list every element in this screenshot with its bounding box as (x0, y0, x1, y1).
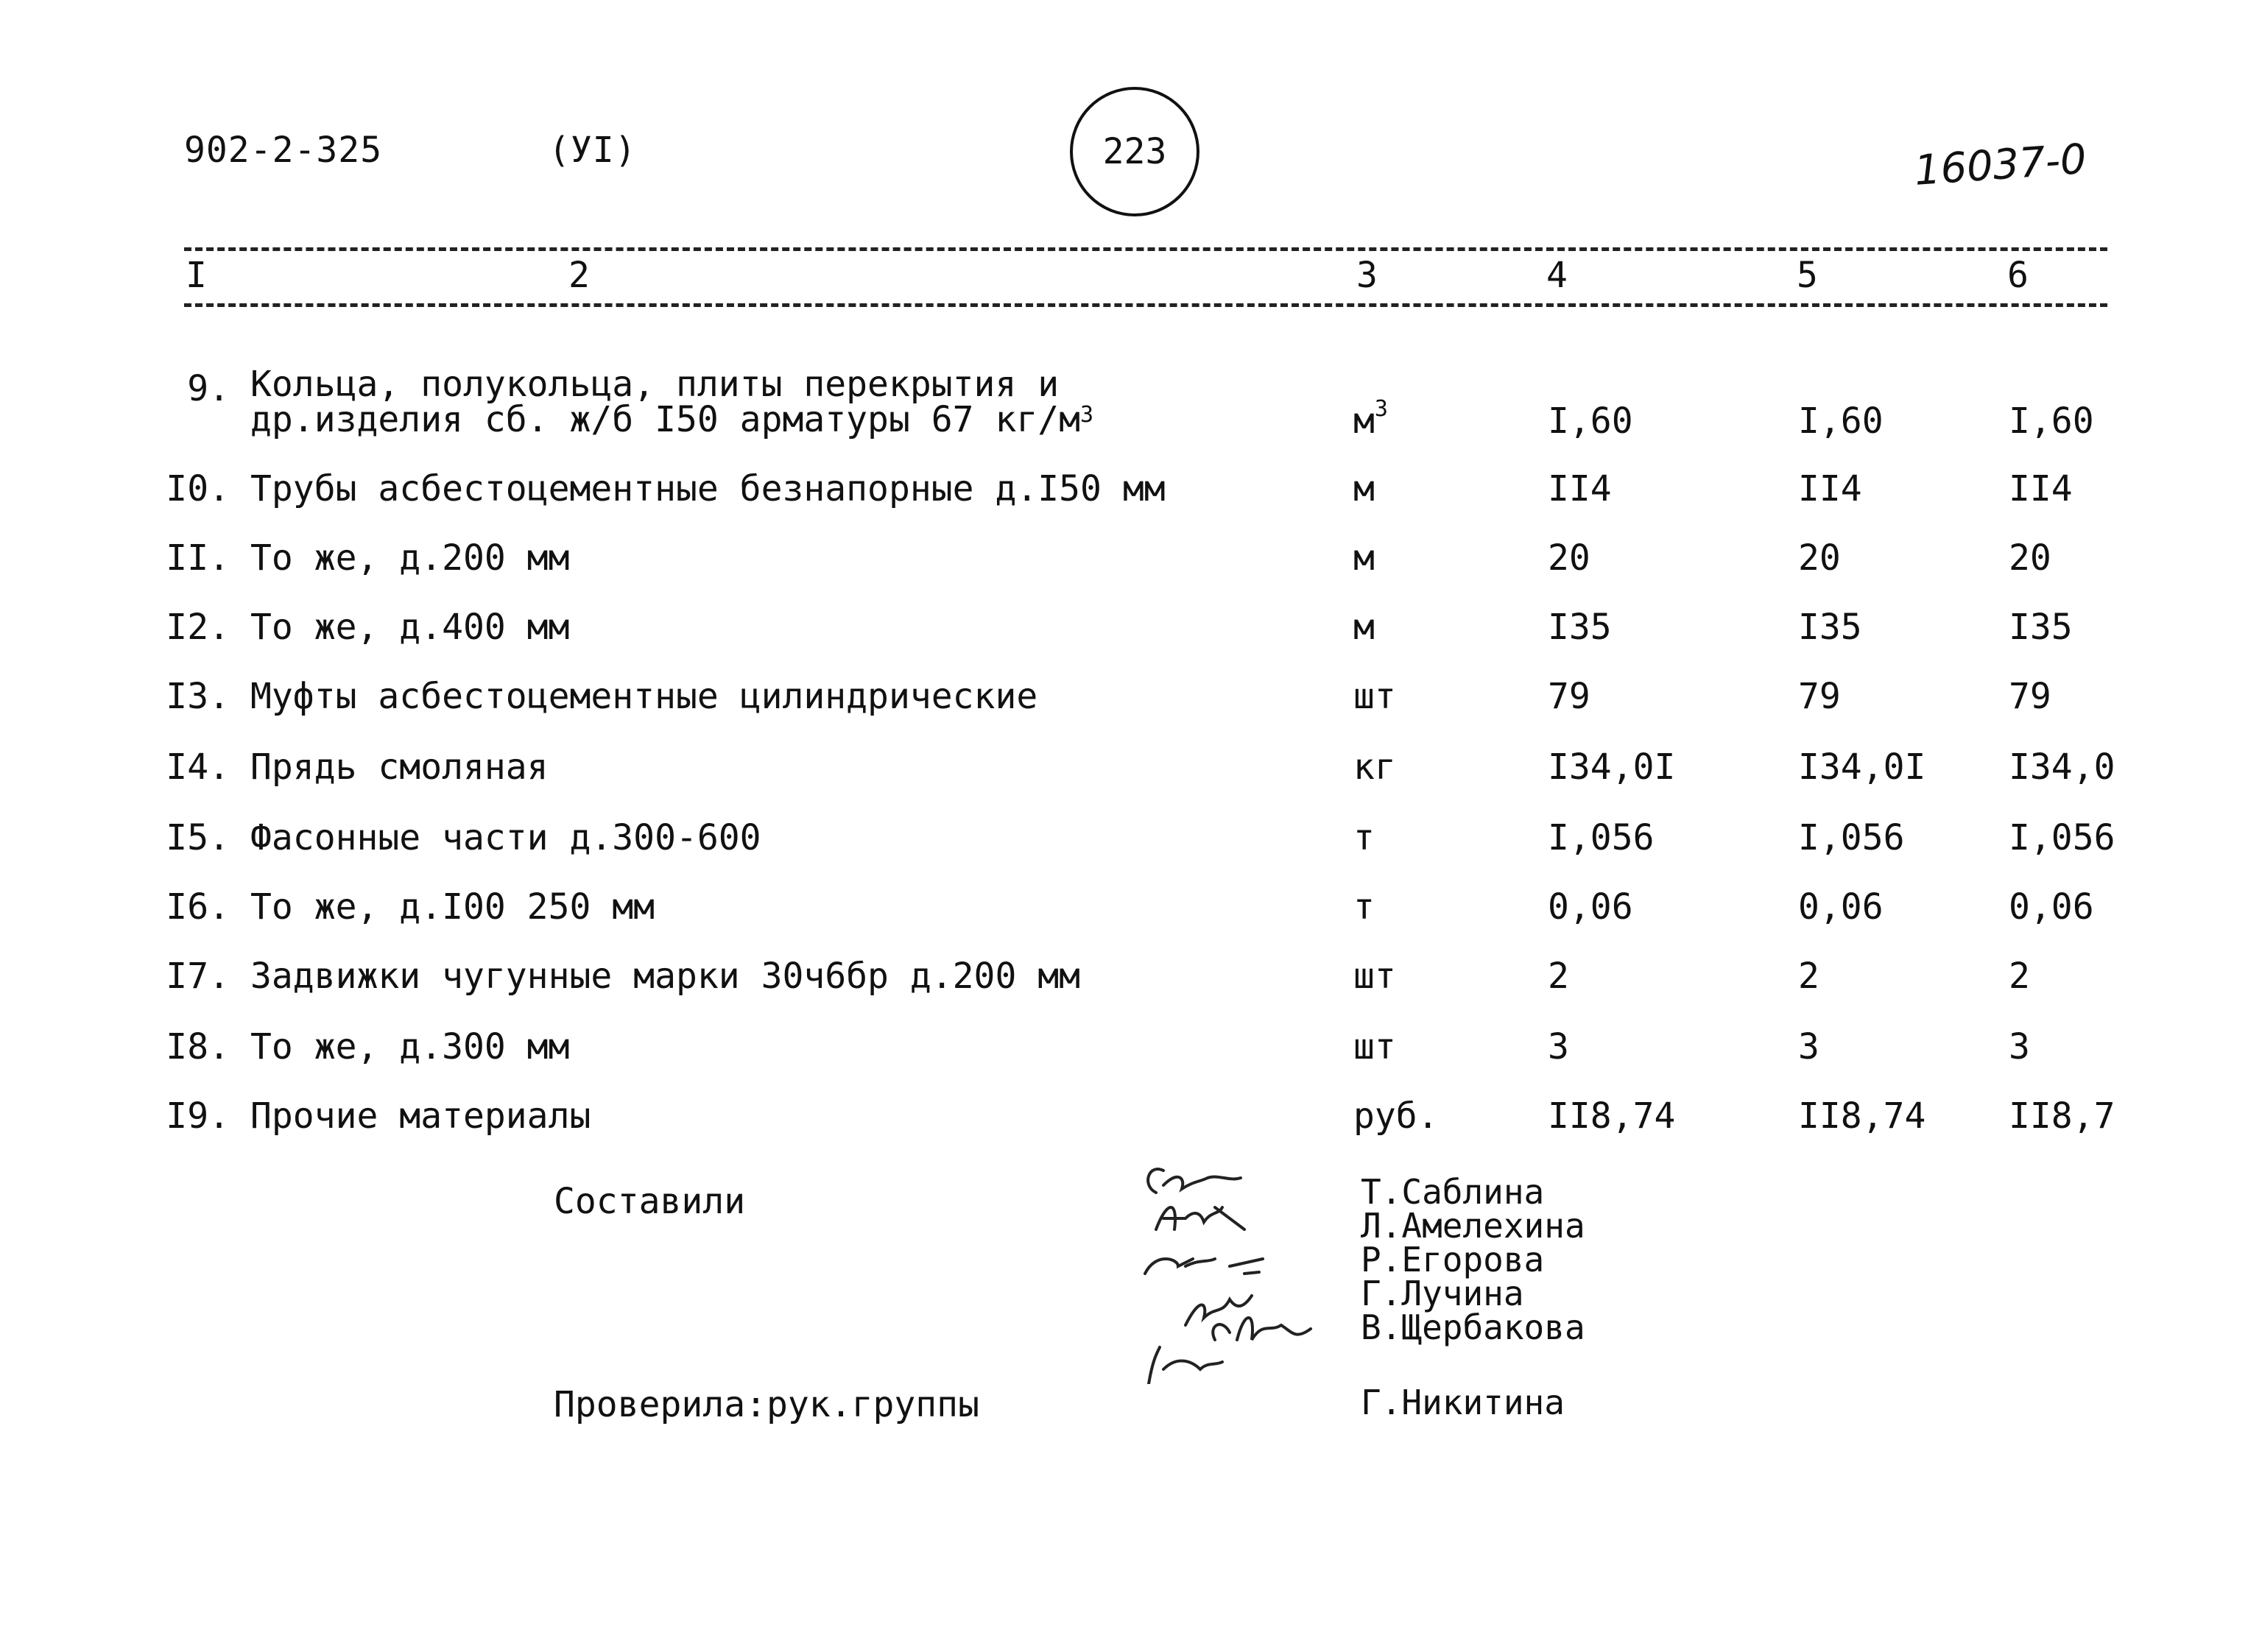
row-unit: шт (1353, 676, 1396, 717)
row-value-5: 3 (1798, 1026, 1819, 1067)
table-row (0, 537, 2262, 604)
row-value-5: 0,06 (1798, 886, 1884, 928)
compiled-by-label: Составили (554, 1181, 746, 1222)
document-variant: (УI) (549, 130, 637, 171)
table-row (0, 468, 2262, 534)
row-number: II. (166, 537, 230, 579)
row-value-4: I34,0I (1548, 746, 1676, 788)
row-name: То же, д.400 мм (250, 607, 570, 648)
row-unit: м (1353, 468, 1375, 509)
row-value-6: II8,7 (2009, 1095, 2115, 1137)
row-value-6: I,056 (2009, 817, 2115, 858)
row-value-4: 79 (1548, 676, 1590, 717)
checker-name: Г.Никитина (1361, 1383, 1565, 1422)
column-header-4: 4 (1546, 255, 1568, 296)
compiler-name: Г.Лучина (1361, 1274, 1524, 1313)
row-name: Задвижки чугунные марки 30ч6бр д.200 мм (250, 956, 1081, 997)
row-value-6: 3 (2009, 1026, 2030, 1067)
table-header-rule (184, 303, 2107, 307)
row-value-6: 2 (2009, 956, 2030, 997)
page-number: 223 (1102, 131, 1167, 172)
row-value-6: 20 (2009, 537, 2051, 579)
row-value-4: I,60 (1548, 400, 1633, 442)
row-value-5: 2 (1798, 956, 1819, 997)
compiler-name: Р.Егорова (1361, 1240, 1545, 1279)
row-value-4: I,056 (1548, 817, 1655, 858)
row-value-6: I34,0 (2009, 746, 2115, 788)
row-value-5: II8,74 (1798, 1095, 1926, 1137)
checked-by-label: Проверила:рук.группы (554, 1384, 979, 1425)
row-name: Муфты асбестоцементные цилиндрические (250, 676, 1038, 717)
table-top-rule (184, 247, 2107, 251)
row-value-5: 79 (1798, 676, 1841, 717)
table-row (0, 1095, 2262, 1162)
row-name: То же, д.I00 250 мм (250, 886, 655, 928)
row-value-6: 79 (2009, 676, 2051, 717)
document-code: 902-2-325 (184, 130, 383, 171)
row-name: Прочие материалы (250, 1095, 591, 1137)
row-unit: м (1353, 607, 1375, 648)
row-value-4: 3 (1548, 1026, 1569, 1067)
row-number: I2. (166, 607, 230, 648)
row-value-4: II8,74 (1548, 1095, 1676, 1137)
row-name-line-2: др.изделия сб. ж/б I50 арматуры 67 $кг/м^3$ (250, 399, 1094, 440)
table-row (0, 817, 2262, 883)
row-number: I7. (166, 956, 230, 997)
row-value-6: I35 (2009, 607, 2073, 648)
row-name-line-1: Кольца, полукольца, плиты перекрытия и (250, 364, 1060, 405)
row-number: I8. (166, 1026, 230, 1067)
table-row (0, 1026, 2262, 1092)
row-name: Прядь смоляная (250, 746, 549, 788)
row-value-5: I,056 (1798, 817, 1905, 858)
column-header-6: 6 (2007, 255, 2029, 296)
row-number: I0. (166, 468, 230, 509)
row-name: Фасонные части д.300-600 (250, 817, 761, 858)
row-name (250, 364, 1094, 440)
row-number: I3. (166, 676, 230, 717)
row-number: I9. (166, 1095, 230, 1137)
row-value-4: II4 (1548, 468, 1612, 509)
row-unit: $м^3$ (1353, 396, 1388, 442)
row-unit: руб. (1353, 1095, 1439, 1137)
row-name: То же, д.200 мм (250, 537, 570, 579)
compiler-name: В.Щербакова (1361, 1307, 1585, 1347)
column-header-2: 2 (568, 255, 590, 296)
row-unit: шт (1353, 1026, 1396, 1067)
row-number: I4. (166, 746, 230, 788)
table-row (0, 607, 2262, 673)
row-number: I6. (166, 886, 230, 928)
row-name: То же, д.300 мм (250, 1026, 570, 1067)
compiler-name: Л.Амелехина (1361, 1206, 1585, 1246)
row-value-4: 2 (1548, 956, 1569, 997)
row-number: 9. (187, 368, 230, 409)
row-number: I5. (166, 817, 230, 858)
row-value-5: II4 (1798, 468, 1862, 509)
row-name: Трубы асбестоцементные безнапорные д.I50 мм (250, 468, 1166, 509)
compilers-list (1361, 1172, 1585, 1347)
row-value-4: 20 (1548, 537, 1590, 579)
column-header-5: 5 (1797, 255, 1818, 296)
row-value-5: I35 (1798, 607, 1862, 648)
row-value-6: I,60 (2009, 400, 2094, 442)
row-value-5: 20 (1798, 537, 1841, 579)
table-row (0, 676, 2262, 742)
row-unit: кг (1353, 746, 1396, 788)
table-row (0, 956, 2262, 1022)
handwritten-signatures (1134, 1148, 1355, 1384)
row-value-5: I,60 (1798, 400, 1884, 442)
document-id-handwritten: 16037-0 (1912, 135, 2088, 195)
row-unit: т (1353, 886, 1375, 928)
table-row (0, 886, 2262, 953)
row-value-6: 0,06 (2009, 886, 2094, 928)
row-value-4: 0,06 (1548, 886, 1633, 928)
row-value-5: I34,0I (1798, 746, 1926, 788)
column-header-3: 3 (1356, 255, 1378, 296)
row-value-4: I35 (1548, 607, 1612, 648)
compiler-name: Т.Саблина (1361, 1172, 1545, 1212)
row-unit: т (1353, 817, 1375, 858)
table-row (0, 746, 2262, 813)
table-row (0, 364, 2262, 442)
row-unit: м (1353, 537, 1375, 579)
column-header-1: I (186, 255, 207, 296)
row-unit: шт (1353, 956, 1396, 997)
row-value-6: II4 (2009, 468, 2073, 509)
